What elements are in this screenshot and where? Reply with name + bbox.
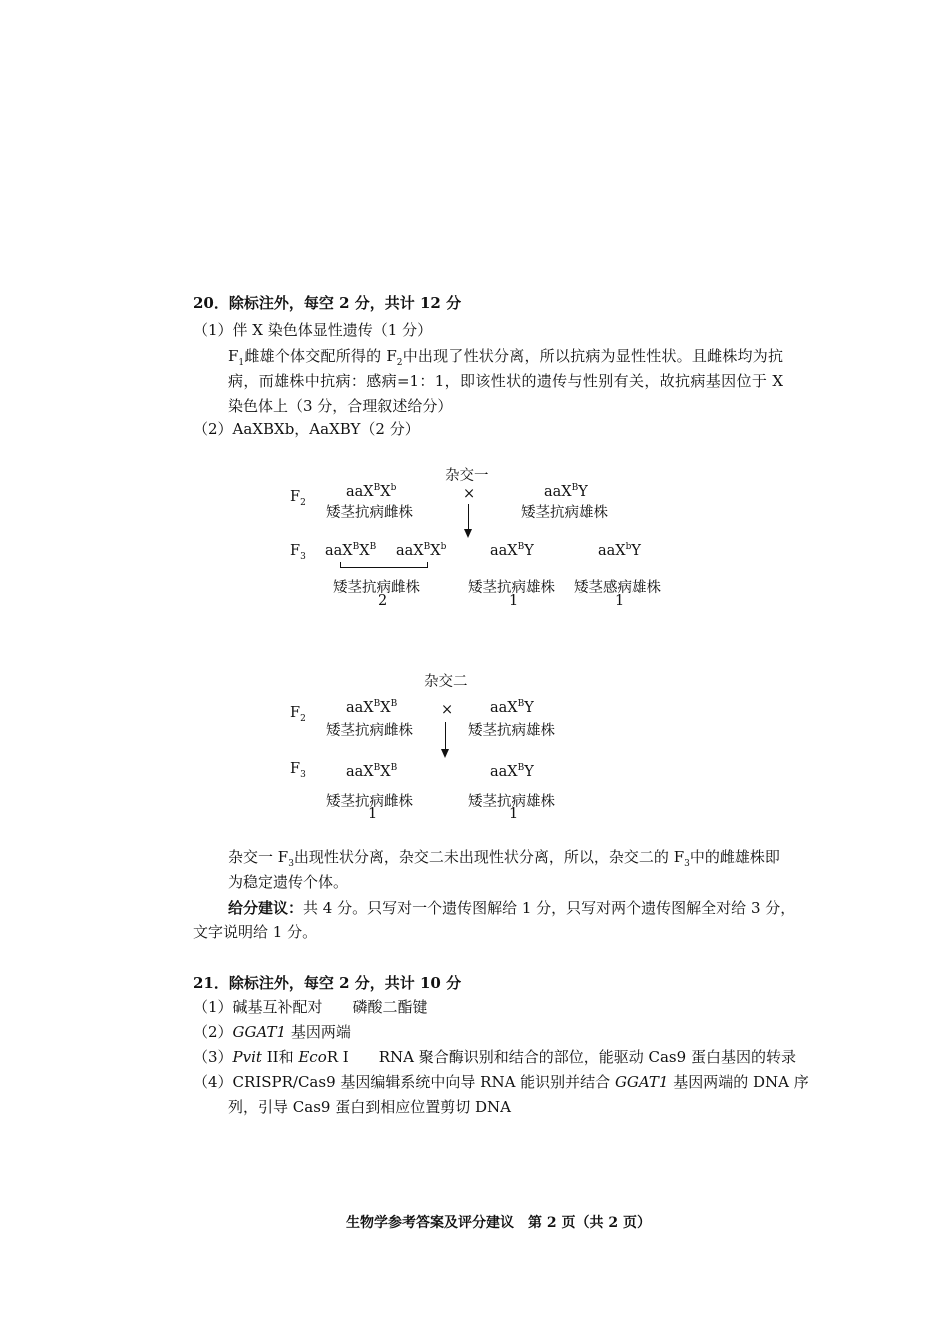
cross1-male-phenotype: 矮茎抗病雄株: [521, 505, 608, 521]
cross1-offspring-4-genotype: aaX$^b$Y: [598, 542, 641, 559]
cross1-offspring-female-count: 2: [378, 593, 388, 609]
q21-part1-answer: （1）碱基互补配对 磷酸二酯键: [193, 998, 428, 1016]
q20-heading: 20．除标注外，每空 2 分，共计 12 分: [193, 294, 462, 312]
q20-scoring-line1: 给分建议：共 4 分。只写对一个遗传图解给 1 分，只写对两个遗传图解全对给 3 分，: [228, 899, 796, 917]
cross1-offspring-1-genotype: $aaX^BX^B$: [325, 542, 377, 559]
cross2-offspring-2-genotype: aaX$^B$Y: [490, 763, 534, 780]
q21-heading: 21．除标注外，每空 2 分，共计 10 分: [193, 974, 462, 992]
page-footer: 生物学参考答案及评分建议 第 2 页（共 2 页）: [346, 1215, 651, 1231]
cross1-f2-label: $F_2$: [290, 489, 306, 508]
cross1-offspring-male-susceptible-phenotype: 矮茎感病雄株: [574, 580, 661, 596]
q20-conclusion: 杂交一 $F_3$出现性状分离，杂交二未出现性状分离，所以，杂交二的 $F_3$中的雌雄株即为稳定遗传个体。: [228, 848, 780, 891]
q20-part1-explanation: $F_1$雌雄个体交配所得的 $F_2$中出现了性状分离，所以抗病为显性性状。且雌株均为抗病，而雄株中抗病：感病=1：1，即该性状的遗传与性别有关，故抗病基因位于 X 染色体上（3 分，合理叙述给分）: [228, 347, 783, 415]
cross1-offspring-male-resistant-phenotype: 矮茎抗病雄株: [468, 580, 555, 596]
cross1-offspring-male-susceptible-count: 1: [615, 593, 625, 609]
cross2-f2-label: $F_2$: [290, 705, 306, 724]
cross1-female-genotype: $aaX^BX^b$: [346, 483, 397, 500]
q21-part4-answer-line2: 列，引导 Cas9 蛋白到相应位置剪切 DNA: [228, 1098, 511, 1116]
cross2-title: 杂交二: [424, 674, 468, 690]
cross1-female-phenotype: 矮茎抗病雌株: [326, 505, 413, 521]
q20-part1-answer: （1）伴 X 染色体显性遗传（1 分）: [193, 321, 433, 339]
cross1-offspring-female-phenotype: 矮茎抗病雌株: [333, 580, 420, 596]
q20-part2-answer: （2）AaXBXb，AaXBY（2 分）: [193, 420, 420, 438]
cross1-offspring-2-genotype: $aaX^BX^b$: [396, 542, 447, 559]
q20-scoring-line2: 文字说明给 1 分。: [193, 923, 318, 941]
q21-part4-answer: （4）CRISPR/Cas9 基因编辑系统中向导 RNA 能识别并结合 GGAT1 基因两端的 DNA 序: [193, 1073, 809, 1091]
scoring-label: 给分建议：: [228, 899, 304, 917]
cross1-offspring-male-resistant-count: 1: [509, 593, 519, 609]
cross2-female-genotype: $aaX^BX^B$: [346, 699, 398, 716]
q21-part3-answer: （3）Pvit II和 EcoR I RNA 聚合酶识别和结合的部位，能驱动 Cas9 蛋白基因的转录: [193, 1048, 796, 1066]
cross2-female-phenotype: 矮茎抗病雌株: [326, 723, 413, 739]
cross2-offspring-female-count: 1: [368, 806, 378, 822]
cross1-title: 杂交一: [445, 468, 489, 484]
cross2-male-phenotype: 矮茎抗病雄株: [468, 723, 555, 739]
cross1-offspring-3-genotype: aaX$^B$Y: [490, 542, 534, 559]
cross1-f3-label: $F_3$: [290, 543, 306, 562]
cross2-offspring-female-phenotype: 矮茎抗病雌株: [326, 794, 413, 810]
cross2-f3-label: $F_3$: [290, 761, 306, 780]
cross2-offspring-male-count: 1: [509, 806, 519, 822]
cross1-arrow: [468, 504, 469, 536]
cross2-male-genotype: aaX$^B$Y: [490, 699, 534, 716]
q21-part2-answer: （2）GGAT1 基因两端: [193, 1023, 351, 1041]
cross1-cross-sign: ×: [463, 486, 476, 502]
cross2-cross-sign: ×: [441, 702, 454, 718]
cross2-arrow: [445, 722, 446, 756]
cross2-offspring-1-genotype: $aaX^BX^B$: [346, 763, 398, 780]
cross1-male-genotype: aaX$^B$Y: [544, 483, 588, 500]
cross1-female-brace: [340, 562, 428, 568]
cross2-offspring-male-phenotype: 矮茎抗病雄株: [468, 794, 555, 810]
